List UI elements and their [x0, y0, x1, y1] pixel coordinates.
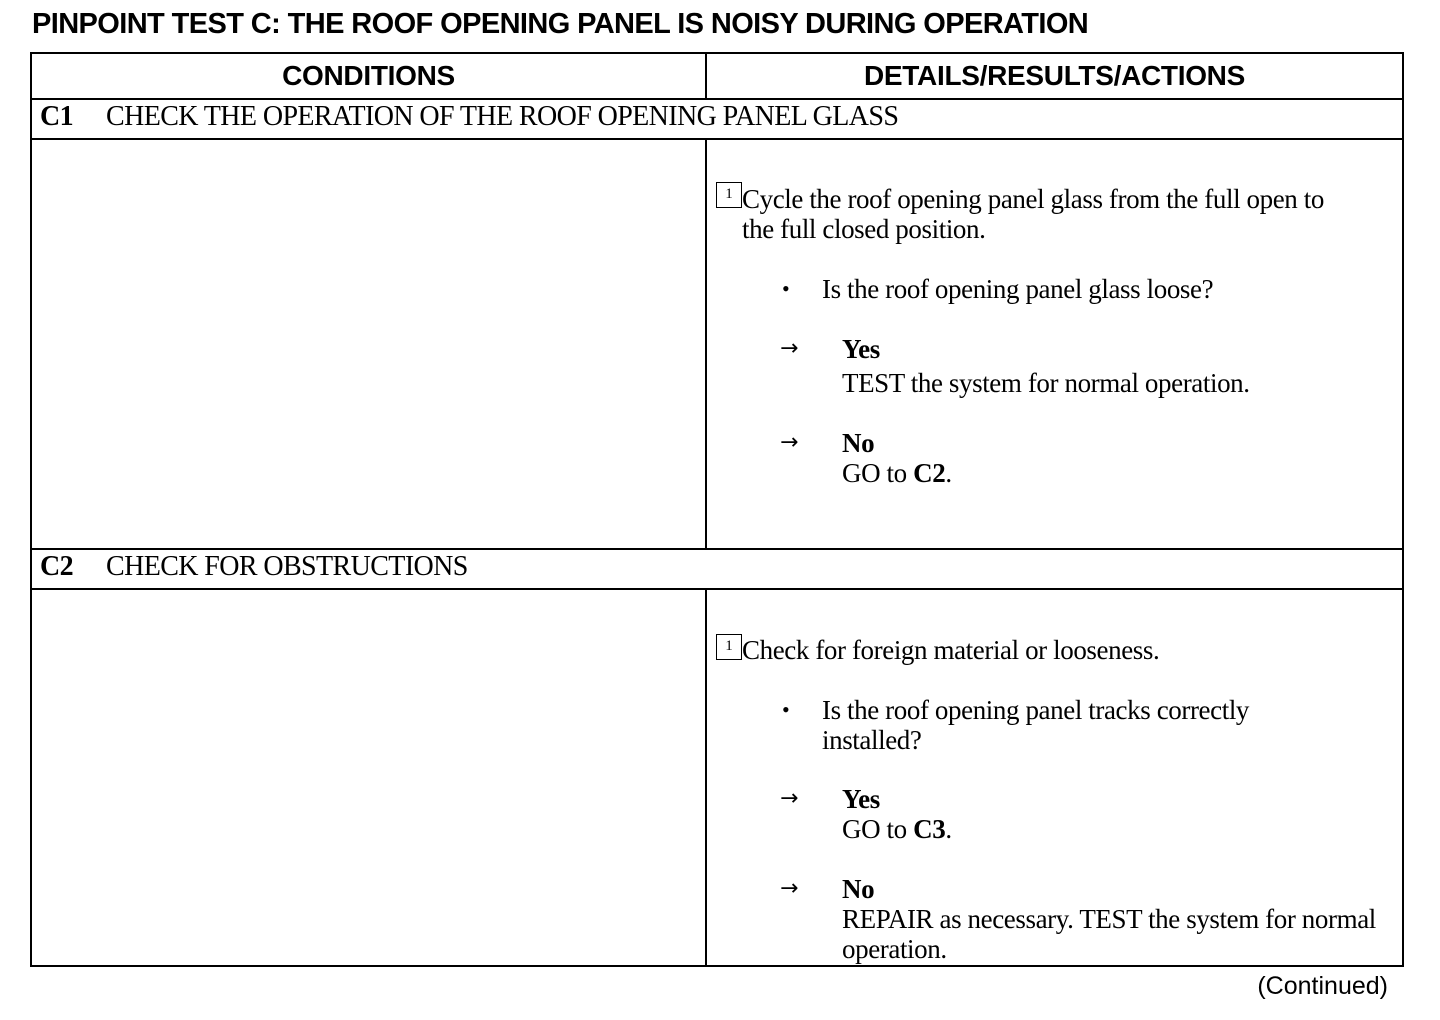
- column-divider: [705, 589, 707, 965]
- row-divider: [32, 98, 1402, 100]
- column-divider: [705, 139, 707, 549]
- no-label: No: [842, 874, 875, 904]
- substep-number-box: 1: [716, 634, 742, 660]
- no-action: [842, 458, 952, 488]
- step-id: C1: [40, 101, 74, 132]
- yes-arrow-icon: →: [780, 336, 799, 361]
- yes-action: TEST the system for normal operation.: [842, 368, 1250, 398]
- goto-step-ref: C3: [913, 814, 946, 844]
- details-column-header: DETAILS/RESULTS/ACTIONS: [864, 60, 1245, 91]
- no-arrow-icon: →: [780, 430, 799, 455]
- yes-action: [842, 814, 952, 844]
- row-divider: [32, 588, 1402, 590]
- row-divider: [32, 548, 1402, 550]
- yes-action-prefix: GO to: [842, 814, 914, 844]
- no-label: No: [842, 428, 875, 458]
- question-text: Is the roof opening panel glass loose?: [822, 274, 1214, 304]
- step-heading: CHECK FOR OBSTRUCTIONS: [106, 551, 468, 582]
- question-text: Is the roof opening panel tracks correctly installed?: [822, 695, 1250, 755]
- no-action: REPAIR as necessary. TEST the system for normal operation.: [842, 904, 1376, 964]
- bullet: •: [782, 276, 790, 301]
- no-arrow-icon: →: [780, 876, 799, 901]
- yes-result: [842, 334, 1382, 398]
- no-action-suffix: .: [945, 458, 952, 488]
- bullet: •: [782, 697, 790, 722]
- goto-step-ref: C2: [913, 458, 946, 488]
- substep-number-box: 1: [716, 182, 742, 208]
- no-result: [842, 428, 1382, 488]
- yes-action-suffix: .: [945, 814, 952, 844]
- step-id: C2: [40, 551, 74, 582]
- instruction-text: Cycle the roof opening panel glass from the full open to the full closed position.: [742, 184, 1324, 244]
- yes-label: Yes: [842, 784, 880, 814]
- yes-label: Yes: [842, 334, 880, 364]
- step-header-c2: [40, 551, 468, 583]
- no-action-prefix: GO to: [842, 458, 914, 488]
- conditions-column-header: CONDITIONS: [282, 60, 455, 91]
- row-divider: [32, 138, 1402, 140]
- no-result: [842, 874, 1382, 964]
- instruction-text: Check for foreign material or looseness.: [742, 635, 1160, 665]
- yes-result: [842, 784, 1382, 844]
- page-title: PINPOINT TEST C: THE ROOF OPENING PANEL IS NOISY DURING OPERATION: [32, 8, 1089, 40]
- continued-note: (Continued): [1257, 972, 1388, 1000]
- step-heading: CHECK THE OPERATION OF THE ROOF OPENING PANEL GLASS: [106, 101, 899, 132]
- column-divider: [705, 54, 707, 98]
- step-header-c1: [40, 101, 898, 133]
- yes-arrow-icon: →: [780, 786, 799, 811]
